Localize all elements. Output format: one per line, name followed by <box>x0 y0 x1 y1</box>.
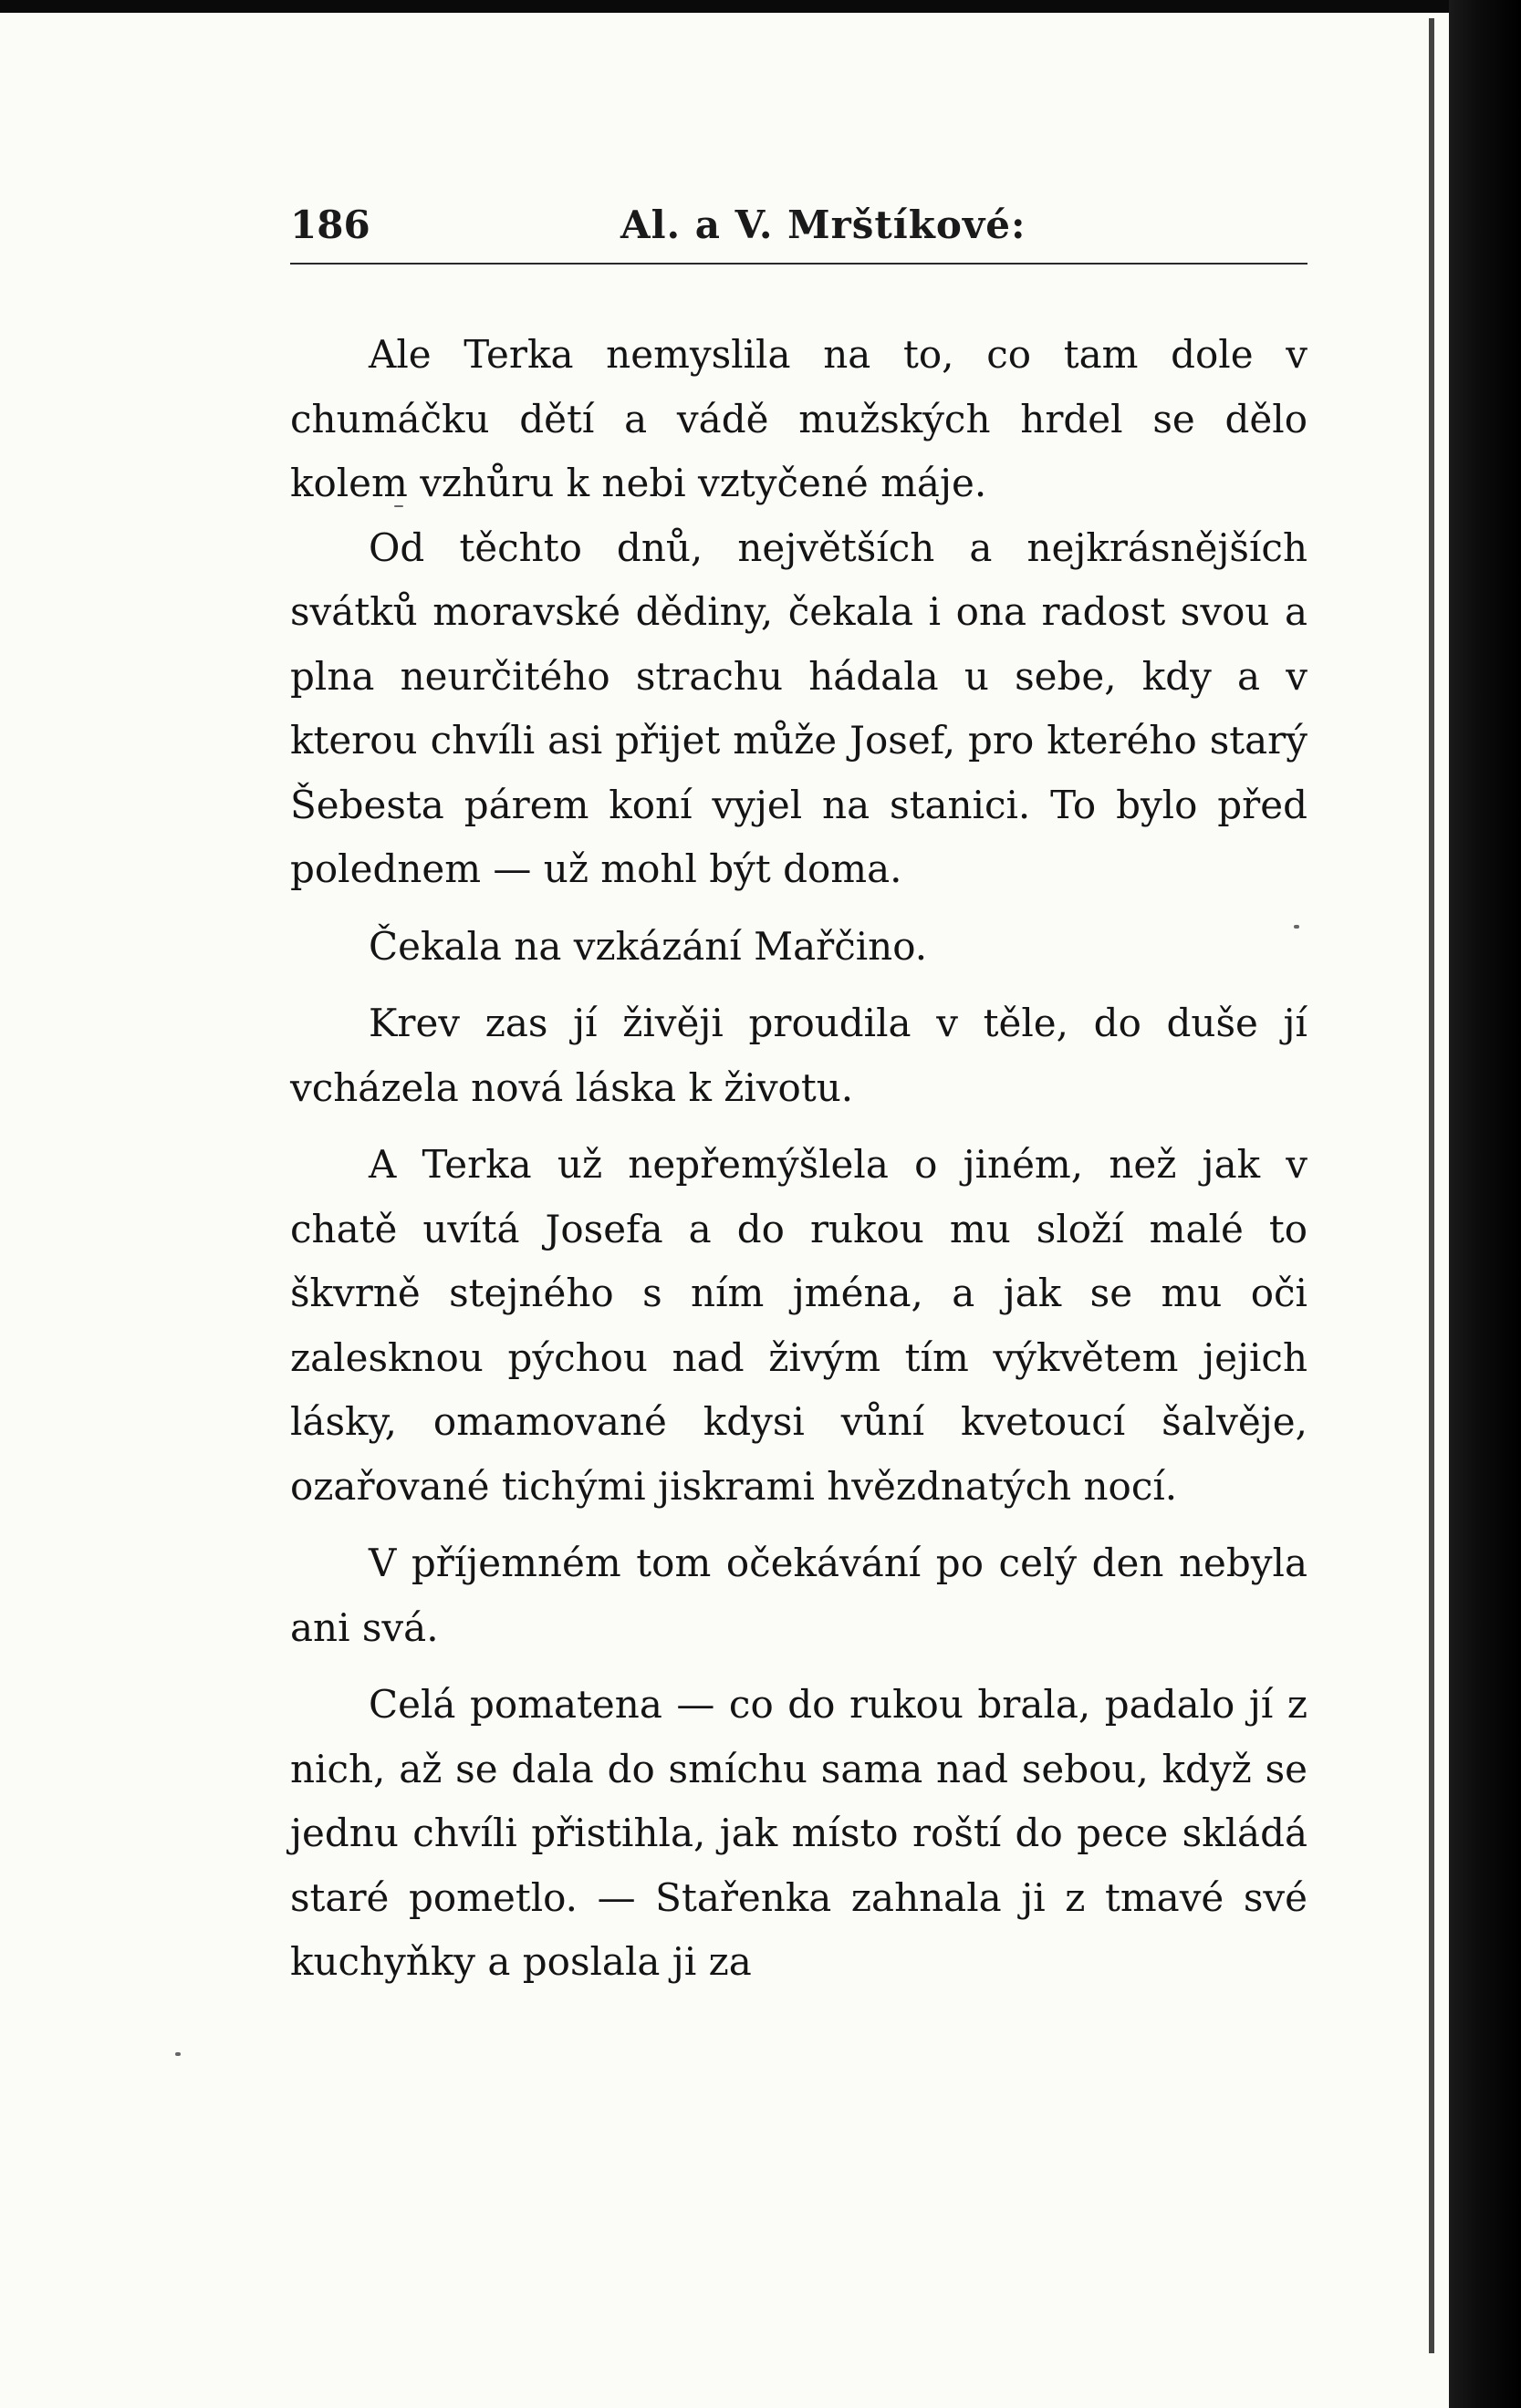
paragraph: Krev zas jí živěji proudila v těle, do duše jí vcházela nová láska k životu. <box>290 1001 1307 1110</box>
scan-speck <box>175 2052 181 2056</box>
paragraph: Celá pomatena — co do rukou brala, padalo jí z nich, až se dala do smíchu sama nad sebou, když se jednu chvíli přistihla, jak místo roští do pece skládá staré pometlo. — Stařenka zahnala ji z tmavé své kuchyňky a poslala ji za <box>290 1682 1307 1984</box>
scan-speck <box>1294 925 1299 929</box>
paragraph: A Terka už nepřemýšlela o jiném, než jak v chatě uvítá Josefa a do rukou mu složí malé to škvrně stejného s ním jména, a jak se mu oči zalesknou pýchou nad živým tím výkvětem jejich lásky, omamované kdysi vůní kvetoucí šalvěje, ozařované tichými jiskrami hvězdnatých nocí. <box>290 1142 1307 1509</box>
scan-speck <box>394 505 403 507</box>
paragraph: V příjemném tom očekávání po celý den nebyla ani svá. <box>290 1541 1307 1650</box>
page-fold-line <box>1429 18 1434 2353</box>
page-edge-shadow <box>1449 0 1521 2408</box>
paragraph: Čekala na vzkázání Mařčino. <box>369 923 928 969</box>
running-head <box>290 195 1307 250</box>
paragraph: Od těchto dnů, největších a nejkrásnějších svátků moravské dědiny, čekala i ona radost svou a plna neurčitého strachu hádala u sebe, kdy a v kterou chvíli asi přijet může Josef, pro kterého starý Šebesta párem koní vyjel na stanici. To bylo před polednem — už mohl být doma. <box>290 524 1307 891</box>
body-text <box>290 323 1307 1995</box>
header-rule <box>290 263 1307 265</box>
book-page <box>0 13 1449 2408</box>
page-number: 186 <box>290 202 370 247</box>
running-title: Al. a V. Mrštíkové: <box>620 202 1026 247</box>
paragraph: Ale Terka nemyslila na to, co tam dole v chumáčku dětí a vádě mužských hrdel se dělo kolem vzhůru k nebi vztyčené máje. <box>290 332 1307 505</box>
